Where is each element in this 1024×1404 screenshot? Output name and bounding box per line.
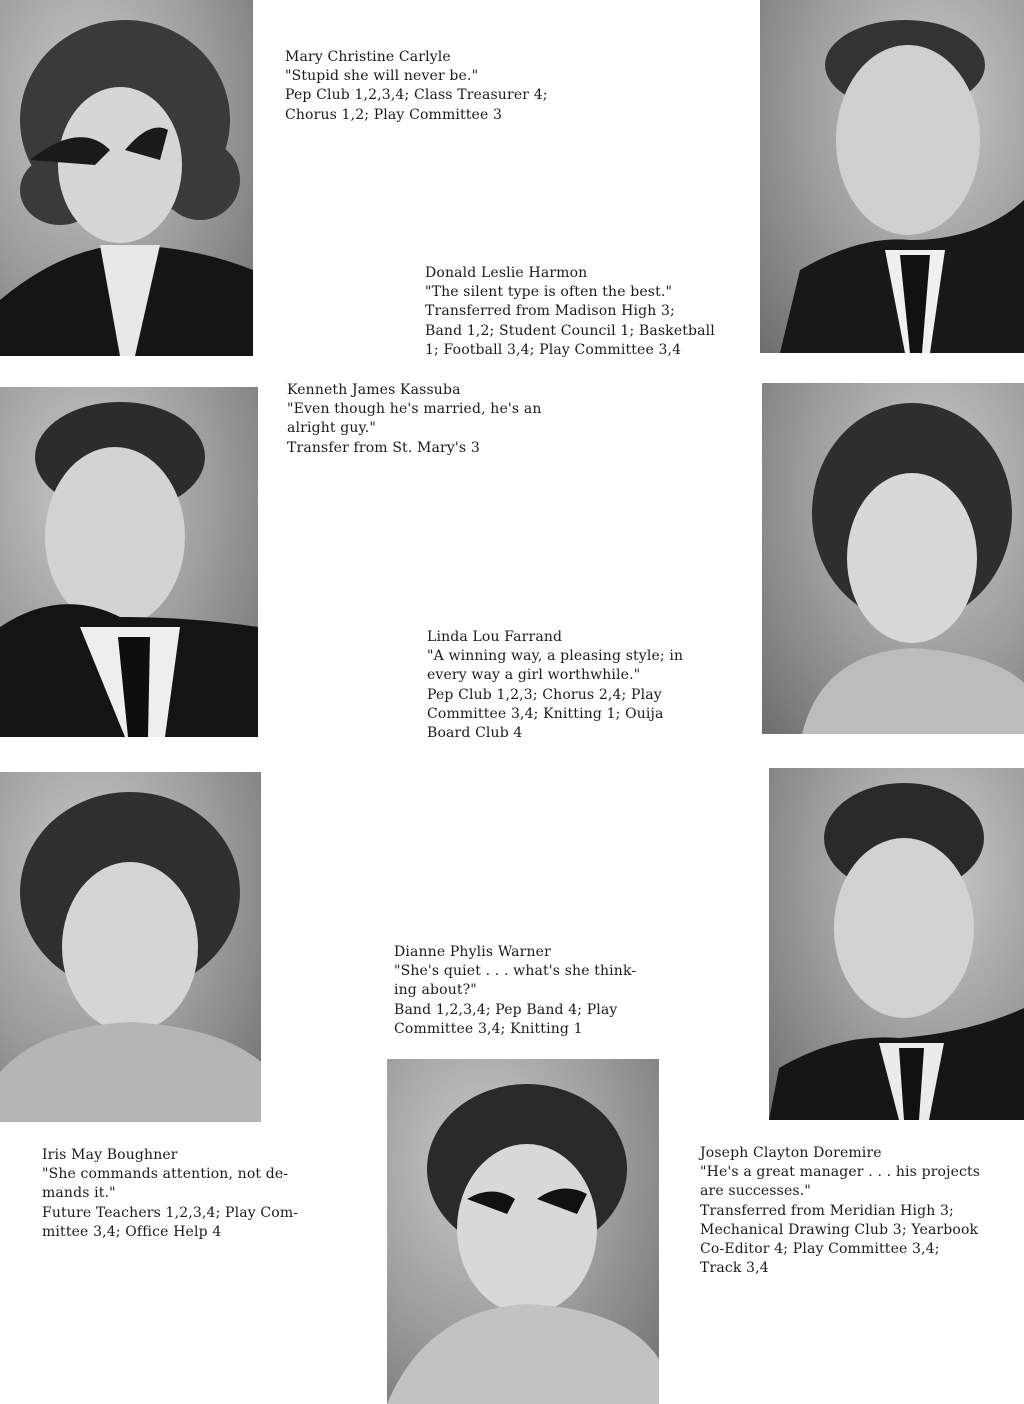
caption-linda-farrand	[427, 628, 683, 743]
student-activities: Board Club 4	[427, 725, 523, 742]
student-name: Joseph Clayton Doremire	[700, 1145, 882, 1161]
student-quote: are successes."	[700, 1183, 811, 1200]
student-name: Mary Christine Carlyle	[285, 49, 451, 65]
student-activities: 1; Football 3,4; Play Committee 3,4	[425, 341, 682, 358]
student-name: Iris May Boughner	[42, 1147, 178, 1163]
student-quote: "A winning way, a pleasing style; in	[427, 648, 684, 665]
student-activities: Pep Club 1,2,3; Chorus 2,4; Play	[427, 686, 662, 703]
student-activities: Mechanical Drawing Club 3; Yearbook	[700, 1221, 979, 1238]
portrait-kenneth-kassuba	[0, 387, 258, 737]
caption-mary-carlyle	[285, 48, 548, 125]
student-activities: Transferred from Meridian High 3;	[700, 1202, 954, 1219]
student-activities: Future Teachers 1,2,3,4; Play Com-	[42, 1204, 299, 1221]
student-activities: Pep Club 1,2,3,4; Class Treasurer 4;	[285, 87, 548, 104]
student-name: Dianne Phylis Warner	[394, 944, 551, 960]
student-activities: Co-Editor 4; Play Committee 3,4;	[700, 1241, 940, 1258]
portrait-linda-farrand	[762, 383, 1024, 734]
caption-kenneth-kassuba	[287, 381, 542, 458]
student-activities: Band 1,2,3,4; Pep Band 4; Play	[394, 1001, 618, 1018]
student-quote: "He's a great manager . . . his projects	[700, 1164, 981, 1181]
student-activities: Band 1,2; Student Council 1; Basketball	[425, 322, 715, 339]
caption-dianne-warner	[394, 943, 636, 1039]
student-activities: mittee 3,4; Office Help 4	[42, 1223, 222, 1240]
student-quote: "The silent type is often the best."	[425, 284, 673, 301]
student-quote: ing about?"	[394, 982, 477, 999]
portrait-donald-harmon	[760, 0, 1024, 353]
student-name: Donald Leslie Harmon	[425, 265, 588, 281]
student-activities: Track 3,4	[700, 1260, 769, 1277]
student-activities: Committee 3,4; Knitting 1	[394, 1020, 583, 1037]
student-quote: "She's quiet . . . what's she think-	[394, 963, 637, 980]
student-activities: Committee 3,4; Knitting 1; Ouija	[427, 705, 664, 722]
student-name: Linda Lou Farrand	[427, 629, 563, 645]
student-quote: "Even though he's married, he's an	[287, 401, 542, 418]
student-quote: "Stupid she will never be."	[285, 68, 479, 85]
portrait-joseph-doremire	[769, 768, 1024, 1120]
student-activities: Transfer from St. Mary's 3	[287, 439, 480, 456]
caption-iris-boughner	[42, 1146, 298, 1242]
student-quote: every way a girl worthwhile."	[427, 667, 641, 684]
student-quote: mands it."	[42, 1185, 116, 1202]
student-activities: Chorus 1,2; Play Committee 3	[285, 106, 503, 123]
caption-joseph-doremire	[700, 1144, 980, 1278]
portrait-dianne-warner	[387, 1059, 659, 1404]
student-name: Kenneth James Kassuba	[287, 382, 461, 398]
student-quote: alright guy."	[287, 420, 376, 437]
student-quote: "She commands attention, not de-	[42, 1166, 289, 1183]
portrait-iris-boughner	[0, 772, 261, 1122]
student-activities: Transferred from Madison High 3;	[425, 303, 675, 320]
caption-donald-harmon	[425, 264, 715, 360]
portrait-mary-carlyle	[0, 0, 253, 356]
